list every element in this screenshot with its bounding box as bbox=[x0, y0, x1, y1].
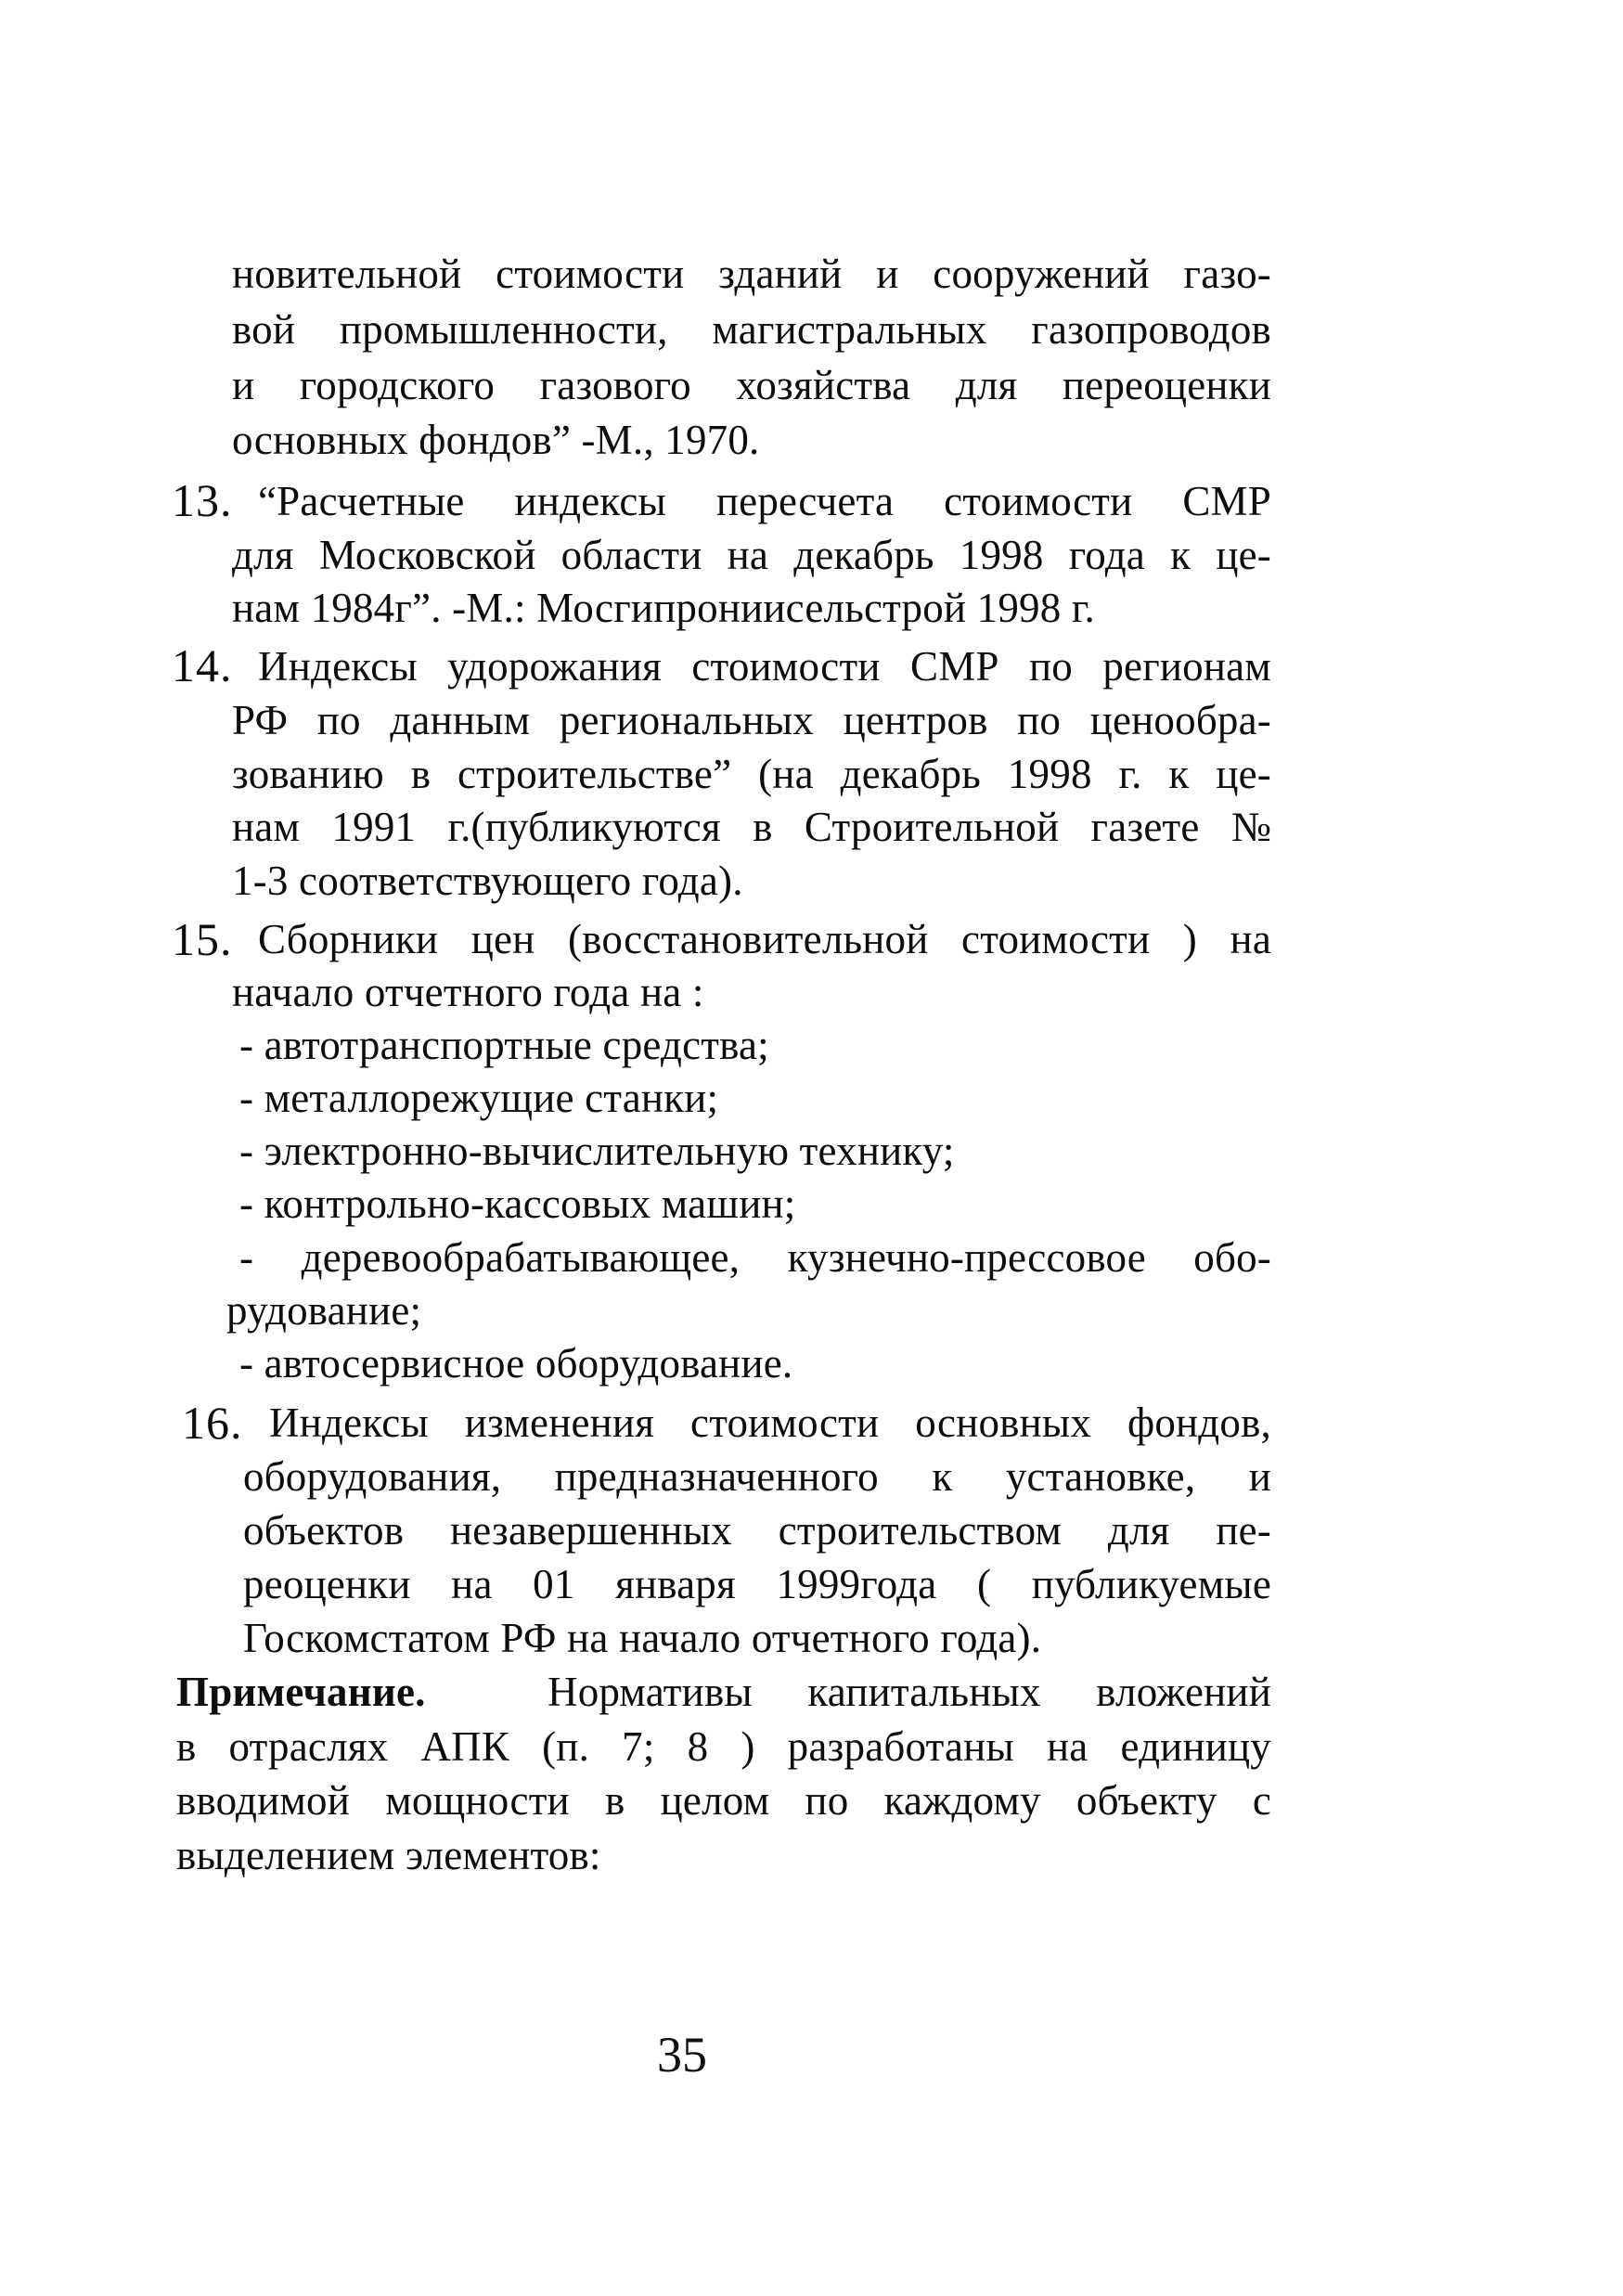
sub-item: - металлорежущие станки; bbox=[239, 1075, 719, 1121]
item-line: Индексы удорожания стоимости СМР по регионам bbox=[258, 643, 1271, 690]
item-number: 15. bbox=[172, 913, 233, 965]
item-line: начало отчетного года на : bbox=[232, 969, 704, 1015]
item-line: зованию в строительстве” (на декабрь 1998 г. к це- bbox=[232, 751, 1271, 797]
item-line: нам 1984г”. -М.: Мосгипрониисельстрой 1998 г. bbox=[232, 585, 1095, 631]
sub-item: - контрольно-кассовых машин; bbox=[239, 1180, 796, 1227]
page-number: 35 bbox=[657, 2027, 707, 2083]
sub-item: - деревообрабатывающее, кузнечно-прессовое обо- bbox=[239, 1234, 1271, 1281]
item-line: Госкомстатом РФ на начало отчетного года). bbox=[243, 1615, 1042, 1661]
note-line: в отраслях АПК (п. 7; 8 ) разработаны на единицу bbox=[176, 1723, 1271, 1770]
item-line: реоценки на 01 января 1999года ( публикуемые bbox=[243, 1561, 1271, 1607]
intro-line: новительной стоимости зданий и сооружений газо- bbox=[232, 251, 1271, 297]
item-line: нам 1991 г.(публикуются в Строительной газете № bbox=[232, 804, 1271, 850]
item-line: для Московской области на декабрь 1998 года к це- bbox=[232, 532, 1271, 578]
note-line: Нормативы капитальных вложений bbox=[547, 1669, 1271, 1715]
sub-item: - автотранспортные средства; bbox=[239, 1022, 769, 1068]
sub-item: - автосервисное оборудование. bbox=[239, 1340, 793, 1387]
item-line: объектов незавершенных строительством для пе- bbox=[243, 1507, 1271, 1554]
note-line: вводимой мощности в целом по каждому объекту с bbox=[176, 1777, 1271, 1824]
item-line: Сборники цен (восстановительной стоимости ) на bbox=[258, 916, 1271, 962]
intro-line: и городского газового хозяйства для переоценки bbox=[232, 362, 1271, 408]
item-line: Индексы изменения стоимости основных фондов, bbox=[269, 1400, 1271, 1446]
item-line: “Расчетные индексы пересчета стоимости СМР bbox=[258, 478, 1271, 524]
sub-item: рудование; bbox=[226, 1287, 422, 1334]
intro-line: вой промышленности, магистральных газопроводов bbox=[232, 306, 1271, 353]
intro-line: основных фондов” -М., 1970. bbox=[232, 417, 760, 463]
item-number: 14. bbox=[172, 639, 233, 691]
item-line: оборудования, предназначенного к установке, и bbox=[243, 1453, 1271, 1500]
note-label: Примечание. bbox=[176, 1669, 426, 1715]
note-line: выделением элементов: bbox=[176, 1832, 601, 1878]
item-number: 16. bbox=[182, 1397, 243, 1449]
item-line: 1-3 соответствующего года). bbox=[232, 858, 743, 904]
item-line: РФ по данным региональных центров по ценообра- bbox=[232, 697, 1271, 743]
item-number: 13. bbox=[172, 474, 233, 526]
sub-item: - электронно-вычислительную технику; bbox=[239, 1128, 955, 1174]
